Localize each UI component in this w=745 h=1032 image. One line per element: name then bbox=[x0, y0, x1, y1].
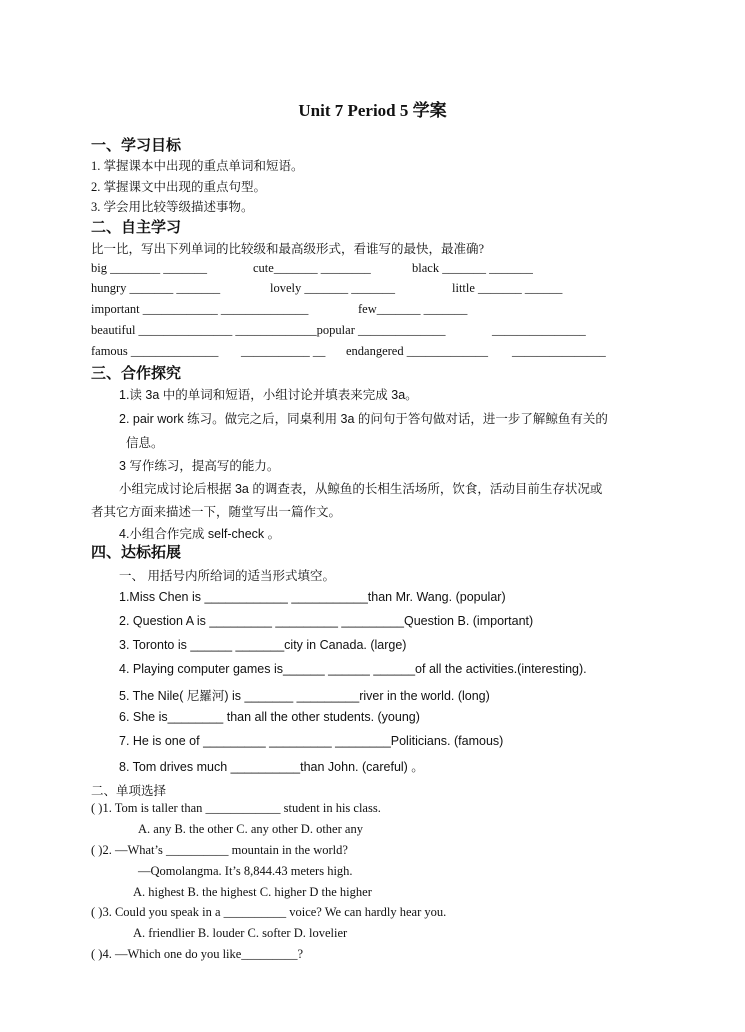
word-cell: important ____________ ______________ bbox=[91, 302, 309, 316]
section-2-heading: 二、自主学习 bbox=[91, 220, 182, 236]
section-2-instruction: 比一比，写出下列单词的比较级和最高级形式，看谁写的最快，最准确? bbox=[91, 242, 485, 256]
coop-line-7: 4.小组合作完成 self-check 。 bbox=[119, 527, 281, 541]
mc-question-2: ( )2. —What’s __________ mountain in the world? bbox=[91, 843, 348, 857]
goal-item-1: 1. 掌握课本中出现的重点单词和短语。 bbox=[91, 159, 304, 173]
word-cell: _______________ bbox=[492, 323, 586, 337]
fill-item-4: 4. Playing computer games is______ ______ ______of all the activities.(interesting). bbox=[119, 662, 587, 676]
word-cell: hungry _______ _______ bbox=[91, 281, 221, 295]
page-title: Unit 7 Period 5 学案 bbox=[298, 101, 447, 120]
mc-options-2: A. highest B. the highest C. higher D the higher bbox=[133, 885, 372, 899]
fill-in-instruction: 一、 用括号内所给词的适当形式填空。 bbox=[119, 569, 335, 583]
word-cell: famous ______________ bbox=[91, 344, 219, 358]
goal-item-2: 2. 掌握课文中出现的重点句型。 bbox=[91, 180, 267, 194]
word-cell: _______________ bbox=[512, 344, 606, 358]
word-cell: ___________ __ bbox=[241, 344, 326, 358]
section-3-heading: 三、合作探究 bbox=[91, 366, 182, 382]
word-cell: cute_______ ________ bbox=[253, 261, 371, 275]
fill-item-7: 7. He is one of _________ _________ ________Politicians. (famous) bbox=[119, 734, 504, 748]
word-cell: endangered _____________ bbox=[346, 344, 488, 358]
fill-item-5: 5. The Nile( 尼羅河) is _______ _________river in the world. (long) bbox=[119, 689, 490, 703]
multiple-choice-heading: 二、单项选择 bbox=[91, 784, 167, 798]
mc-answer-2: —Qomolangma. It’s 8,844.43 meters high. bbox=[138, 864, 353, 878]
word-cell: black _______ _______ bbox=[412, 261, 533, 275]
coop-line-3: 信息。 bbox=[126, 436, 164, 450]
mc-options-3: A. friendlier B. louder C. softer D. lovelier bbox=[133, 926, 348, 940]
word-cell: little _______ ______ bbox=[452, 281, 563, 295]
fill-item-3: 3. Toronto is ______ _______city in Canada. (large) bbox=[119, 638, 407, 652]
fill-item-2: 2. Question A is _________ _________ _________Question B. (important) bbox=[119, 614, 534, 628]
coop-line-6: 者其它方面来描述一下，随堂写出一篇作文。 bbox=[91, 505, 342, 519]
word-cell: big ________ _______ bbox=[91, 261, 207, 275]
coop-line-1: 1.读 3a 中的单词和短语，小组讨论并填表来完成 3a。 bbox=[119, 388, 418, 402]
fill-item-1: 1.Miss Chen is ____________ ___________than Mr. Wang. (popular) bbox=[119, 590, 506, 604]
word-cell: lovely _______ _______ bbox=[270, 281, 395, 295]
fill-item-6: 6. She is________ than all the other students. (young) bbox=[119, 710, 420, 724]
section-1-heading: 一、学习目标 bbox=[91, 138, 182, 154]
mc-question-1: ( )1. Tom is taller than ____________ student in his class. bbox=[91, 801, 381, 815]
coop-line-5: 小组完成讨论后根据 3a 的调查表，从鲸鱼的长相生活场所，饮食，活动目前生存状况或 bbox=[119, 482, 603, 496]
mc-options-1: A. any B. the other C. any other D. other any bbox=[138, 822, 363, 836]
fill-item-8: 8. Tom drives much __________than John. (careful) 。 bbox=[119, 760, 424, 774]
word-cell: few_______ _______ bbox=[358, 302, 468, 316]
word-cell: beautiful _______________ _____________popular ______________ bbox=[91, 323, 446, 337]
coop-line-2: 2. pair work 练习。做完之后，同桌利用 3a 的问句于答句做对话，进一步了解鲸鱼有关的 bbox=[119, 412, 608, 426]
section-4-heading: 四、达标拓展 bbox=[91, 545, 182, 561]
goal-item-3: 3. 学会用比较等级描述事物。 bbox=[91, 200, 254, 214]
coop-line-4: 3 写作练习，提高写的能力。 bbox=[119, 459, 280, 473]
mc-question-4: ( )4. —Which one do you like_________? bbox=[91, 947, 304, 961]
mc-question-3: ( )3. Could you speak in a __________ voice? We can hardly hear you. bbox=[91, 905, 447, 919]
